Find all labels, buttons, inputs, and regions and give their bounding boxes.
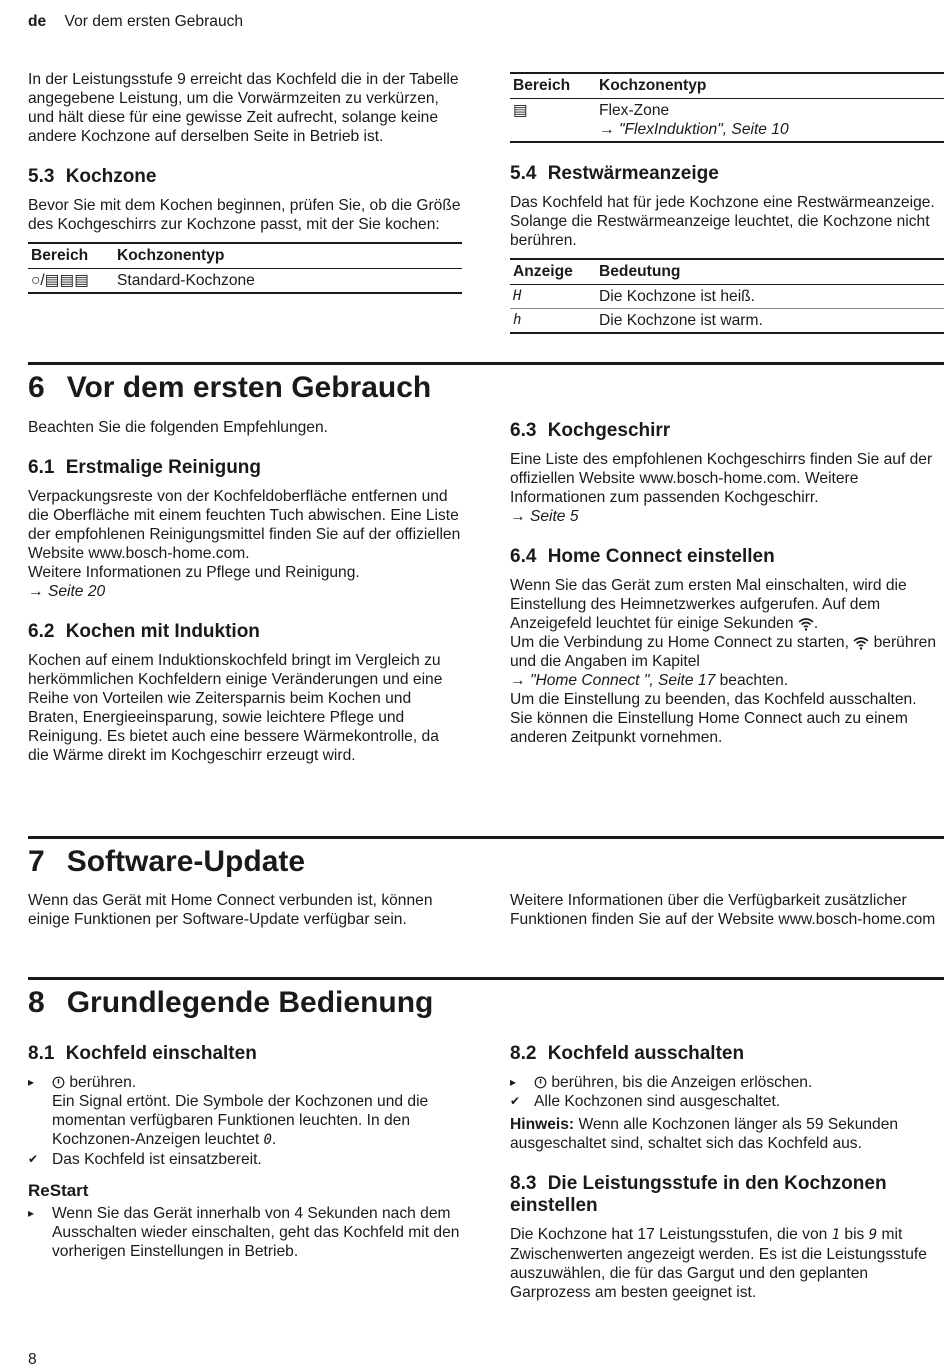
text: berühren und die Angaben im Kapitel xyxy=(510,634,937,670)
text: mit Zwischenwerten angezeigt werden. Es ist die Leistungsstufe auszuwählen, die für das Gargut und den geplanten Garprozess am besten geeignet ist. xyxy=(510,1226,927,1301)
table-row xyxy=(510,99,944,143)
restwaerme-table xyxy=(510,258,944,334)
step-marker-icon: ▸ xyxy=(510,1075,517,1089)
section-number: 8.2 xyxy=(510,1043,537,1064)
hint-text: Wenn alle Kochzonen länger als 59 Sekunden ausgeschaltet sind, schaltet sich das Kochfeld aus. xyxy=(510,1116,899,1152)
power-icon xyxy=(52,1076,65,1089)
text: Die Kochzone hat 17 Leistungsstufen, die von xyxy=(510,1226,828,1243)
chapter-6-intro: Beachten Sie die folgenden Empfehlungen. xyxy=(28,419,328,436)
meaning: Die Kochzone ist warm. xyxy=(596,309,944,334)
list-item xyxy=(510,1092,944,1111)
chapter-7-right-text: Weitere Informationen über die Verfügbarkeit zusätzlicher Funktionen finden Sie auf der Website www.bosch-home.com xyxy=(510,892,936,928)
chapter-7-left-text: Wenn das Gerät mit Home Connect verbunden ist, können einige Funktionen per Software-Update verfügbar sein. xyxy=(28,892,433,928)
arrow-icon: → xyxy=(599,121,615,138)
chapter-8-left xyxy=(28,1043,462,1261)
table-header: Bereich xyxy=(510,73,596,99)
home-connect-link[interactable] xyxy=(510,672,715,689)
display-symbol: h xyxy=(510,309,596,334)
section-6-1-more: Weitere Informationen zu Pflege und Reinigung. xyxy=(28,564,360,581)
section-title: Kochfeld einschalten xyxy=(65,1043,257,1064)
section-5-3-text: Bevor Sie mit dem Kochen beginnen, prüfen Sie, ob die Größe des Kochgeschirrs zur Kochzone passt, mit der Sie kochen: xyxy=(28,197,461,233)
display-symbol: H xyxy=(510,285,596,309)
text: bis xyxy=(844,1226,865,1243)
section-5-3-heading xyxy=(28,166,462,188)
chapter-title: Software-Update xyxy=(66,845,306,878)
section-6-4-heading xyxy=(510,546,944,568)
step-text: Wenn Sie das Gerät innerhalb von 4 Sekunden nach dem Ausschalten wieder einschalten, geht das Kochfeld mit den vorherigen Einstellungen in Betrieb. xyxy=(52,1205,460,1260)
section-5-4-text: Das Kochfeld hat für jede Kochzone eine Restwärmeanzeige. Solange die Restwärmeanzeige leuchtet, die Kochzone nicht berühren. xyxy=(510,194,935,249)
hint-paragraph xyxy=(510,1115,944,1153)
section-title: Kochgeschirr xyxy=(547,420,671,441)
chapter-7-left xyxy=(28,891,462,929)
chapter-title: Grundlegende Bedienung xyxy=(66,986,434,1019)
language-code: de xyxy=(28,13,47,30)
table-row xyxy=(510,309,944,334)
section-8-1-heading xyxy=(28,1043,462,1065)
zone-symbol: ○/▤▤▤ xyxy=(28,269,114,294)
chapter-6-right xyxy=(510,420,944,747)
hint-label: Hinweis: xyxy=(510,1116,575,1133)
section-6-4-p1: Wenn Sie das Gerät zum ersten Mal einschalten, wird die Einstellung des Heimnetzwerkes aufgerufen. Auf dem Anzeigefeld leuchtet für einige Sekunden . xyxy=(510,577,907,632)
power-icon xyxy=(534,1076,547,1089)
section-number: 5.3 xyxy=(28,166,55,187)
display-digit: 9 xyxy=(868,1227,878,1243)
seite-5-link[interactable] xyxy=(510,507,944,526)
page-number: 8 xyxy=(28,1351,37,1368)
zone-type: Standard-Kochzone xyxy=(114,269,462,294)
chapter-6-heading xyxy=(28,371,431,405)
meaning: Die Kochzone ist heiß. xyxy=(596,285,944,309)
link-text: Seite 20 xyxy=(47,583,106,600)
chapter-number: 7 xyxy=(28,845,45,878)
zone-type: Flex-Zone xyxy=(599,102,670,119)
check-icon: ✔ xyxy=(28,1152,39,1166)
step-text: berühren, bis die Anzeigen erlöschen. xyxy=(551,1074,813,1091)
header-title: Vor dem ersten Gebrauch xyxy=(64,13,244,30)
section-number: 6.1 xyxy=(28,457,55,478)
intro-paragraph: In der Leistungsstufe 9 erreicht das Kochfeld die in der Tabelle angegebene Leistung, um die Vorwärmzeiten zu verkürzen, und hält diese für eine gewisse Zeit aufrecht, solange keine andere Kochzone auf derselben Seite in Betrieb ist. xyxy=(28,71,459,145)
section-6-4-p3: Um die Einstellung zu beenden, das Kochfeld ausschalten. xyxy=(510,691,917,708)
section-6-2-text: Kochen auf einem Induktionskochfeld bringt im Vergleich zu herkömmlichen Kochfeldern einige Veränderungen und eine Reihe von Vorteilen wie Zeitersparnis beim Kochen und Braten, Energieeinsparung, sowie leichtere Pflege und Reinigung. Es bietet auch eine bessere Wärmekontrolle, da die Wärme direkt im Kochgeschirr erzeugt wird. xyxy=(28,652,443,764)
arrow-icon: → xyxy=(510,672,526,689)
chapter-7-right xyxy=(510,891,944,929)
wifi-icon xyxy=(853,636,869,650)
list-item xyxy=(510,1073,944,1092)
step-list xyxy=(510,1073,944,1111)
chapter-7-heading xyxy=(28,845,305,879)
section-8-3-heading xyxy=(510,1173,944,1217)
step-marker-icon: ▸ xyxy=(28,1206,35,1220)
result-text: Das Kochfeld ist einsatzbereit. xyxy=(52,1151,262,1168)
restart-list xyxy=(28,1204,462,1261)
chapter-divider xyxy=(28,362,944,365)
section-8-2-heading xyxy=(510,1043,944,1065)
zone-symbol: ▤ xyxy=(510,99,596,143)
display-digit: 0 xyxy=(263,1132,272,1148)
text: Wenn Sie das Gerät zum ersten Mal einschalten, wird die Einstellung des Heimnetzwerkes aufgerufen. Auf dem Anzeigefeld leuchtet für einige Sekunden xyxy=(510,577,907,632)
display-digit: 1 xyxy=(831,1227,841,1243)
section-number: 8.1 xyxy=(28,1043,55,1064)
table-header: Anzeige xyxy=(510,259,596,285)
chapter-8-right xyxy=(510,1043,944,1302)
table-header: Kochzonentyp xyxy=(114,243,462,269)
wifi-icon xyxy=(798,617,814,631)
result-text: Alle Kochzonen sind ausgeschaltet. xyxy=(534,1093,781,1110)
section-title: Home Connect einstellen xyxy=(547,546,775,567)
table-row xyxy=(510,285,944,309)
section-title: Kochzone xyxy=(65,166,157,187)
chapter-divider xyxy=(28,836,944,839)
section-title: Kochen mit Induktion xyxy=(65,621,260,642)
chapter-number: 6 xyxy=(28,371,45,404)
right-top-column xyxy=(510,72,944,334)
section-number: 8.3 xyxy=(510,1173,537,1194)
chapter-6-left xyxy=(28,418,462,765)
section-title: Erstmalige Reinigung xyxy=(65,457,262,478)
section-6-4-p2 xyxy=(510,633,944,671)
home-connect-link-line xyxy=(510,671,944,690)
intro-column xyxy=(28,70,462,294)
arrow-icon: → xyxy=(510,508,526,525)
section-6-3-text: Eine Liste des empfohlenen Kochgeschirrs finden Sie auf der offiziellen Website www.bosch-home.com. Weitere Informationen zum passenden Kochgeschirr. xyxy=(510,451,933,506)
link-text: Seite 5 xyxy=(529,508,579,525)
link-text: "Home Connect ", Seite 17 xyxy=(529,672,716,689)
step-text: berühren. xyxy=(69,1074,137,1091)
flex-link[interactable] xyxy=(599,120,941,139)
text: Um die Verbindung zu Home Connect zu starten, xyxy=(510,634,849,651)
chapter-8-heading xyxy=(28,986,433,1020)
table-header: Kochzonentyp xyxy=(596,73,944,99)
section-number: 6.3 xyxy=(510,420,537,441)
section-5-4-heading xyxy=(510,163,944,185)
section-number: 6.4 xyxy=(510,546,537,567)
section-number: 6.2 xyxy=(28,621,55,642)
arrow-icon: → xyxy=(28,583,44,600)
page-header xyxy=(28,12,243,31)
flex-zone-table xyxy=(510,72,944,143)
section-8-3-text xyxy=(510,1225,944,1302)
step-detail: Ein Signal ertönt. Die Symbole der Kochzonen und die momentan verfügbaren Funktionen leuchten. In den Kochzonen-Anzeigen leuchtet 0. xyxy=(52,1093,429,1148)
chapter-number: 8 xyxy=(28,986,45,1019)
seite-20-link[interactable] xyxy=(28,582,462,601)
kochzone-table xyxy=(28,242,462,294)
list-item xyxy=(28,1073,462,1150)
section-title: Die Leistungsstufe in den Kochzonen einstellen xyxy=(510,1173,887,1216)
section-6-4-p4: Sie können die Einstellung Home Connect auch zu einem anderen Zeitpunkt vornehmen. xyxy=(510,710,908,746)
step-marker-icon: ▸ xyxy=(28,1075,35,1089)
table-header: Bedeutung xyxy=(596,259,944,285)
text: beachten. xyxy=(719,672,789,689)
restart-heading: ReStart xyxy=(28,1181,89,1200)
chapter-title: Vor dem ersten Gebrauch xyxy=(66,371,432,404)
section-6-2-heading xyxy=(28,621,462,643)
check-icon: ✔ xyxy=(510,1094,521,1108)
section-6-1-heading xyxy=(28,457,462,479)
step-list xyxy=(28,1073,462,1169)
link-text: "FlexInduktion", Seite 10 xyxy=(618,121,789,138)
list-item xyxy=(28,1150,462,1169)
text: Ein Signal ertönt. Die Symbole der Kochzonen und die momentan verfügbaren Funktionen leuchten. In den Kochzonen-Anzeigen leuchtet xyxy=(52,1093,429,1148)
section-number: 5.4 xyxy=(510,163,537,184)
section-title: Restwärmeanzeige xyxy=(547,163,719,184)
section-title: Kochfeld ausschalten xyxy=(547,1043,745,1064)
chapter-divider xyxy=(28,977,944,980)
list-item xyxy=(28,1204,462,1261)
section-6-1-text: Verpackungsreste von der Kochfeldoberfläche entfernen und die Oberfläche mit einem feuchten Tuch abwischen. Eine Liste der empfohlenen Reinigungsmittel finden Sie auf der offiziellen Website www.bosch-home.com. xyxy=(28,488,461,562)
table-row xyxy=(28,269,462,294)
table-header: Bereich xyxy=(28,243,114,269)
section-6-3-heading xyxy=(510,420,944,442)
